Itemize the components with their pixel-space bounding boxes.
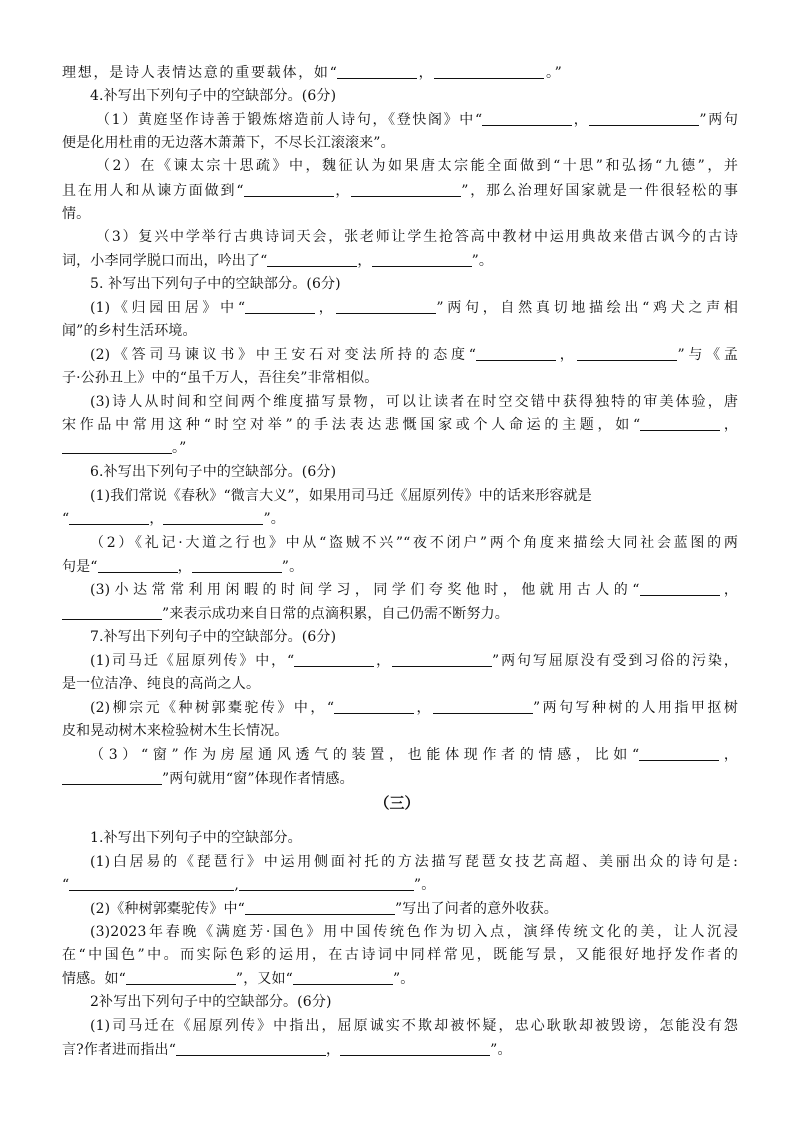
answer-blank[interactable] <box>336 298 436 314</box>
answer-blank[interactable] <box>372 251 472 267</box>
answer-blank[interactable] <box>392 651 492 667</box>
text-line: “ ， ”。 <box>62 511 285 527</box>
answer-blank[interactable] <box>640 580 720 596</box>
answer-blank[interactable] <box>69 509 149 525</box>
answer-blank[interactable] <box>98 557 178 573</box>
text-line: 闻”的乡村生活环境。 <box>62 323 197 339</box>
text-line: 。” <box>62 437 738 460</box>
text-line: (3)2023年春晚《满庭芳·国色》用中国传统色作为切入点，演绎传统文化的美，让人沉浸 <box>90 924 738 940</box>
answer-blank[interactable] <box>334 698 414 714</box>
answer-blank[interactable] <box>351 181 461 197</box>
answer-blank[interactable] <box>476 345 556 361</box>
answer-blank[interactable] <box>293 969 393 985</box>
text-line: 言?作者进而指出“ ， ”。 <box>62 1042 512 1058</box>
answer-blank[interactable] <box>577 345 677 361</box>
answer-blank[interactable] <box>62 769 162 785</box>
answer-blank[interactable] <box>245 298 315 314</box>
answer-blank[interactable] <box>245 899 395 915</box>
answer-blank[interactable] <box>482 110 572 126</box>
text-line: (1)《归园田居》中“ ， ”两句，自然真切地描绘出“鸡犬之声相 <box>90 300 738 316</box>
answer-blank[interactable] <box>294 651 374 667</box>
text-line: 便是化用杜甫的无边落木萧萧下，不尽长江滚滚来”。 <box>62 135 395 151</box>
text-line: （2）《礼记·大道之行也》中从“盗贼不兴”“夜不闭户”两个角度来描绘大同社会蓝图的两 <box>90 535 738 551</box>
text-line: 且在用人和从谏方面做到“ ， ”，那么治理好国家就是一件很轻松的事 <box>62 183 738 199</box>
answer-blank[interactable] <box>62 438 172 454</box>
text-line: (1)我们常说《春秋》“微言大义”，如果用司马迁《屈原列传》中的话来形容就是 <box>90 488 592 504</box>
answer-blank[interactable] <box>639 745 719 761</box>
text-line: 情。 <box>62 206 91 222</box>
question-title: 1.补写出下列句子中的空缺部分。 <box>90 830 302 846</box>
answer-blank[interactable] <box>244 181 334 197</box>
text-line: “ , ”。 <box>62 877 436 893</box>
answer-blank[interactable] <box>239 875 414 891</box>
text-line: (3)诗人从时间和空间两个维度描写景物，可以让读者在时空交错中获得独特的审美体验，唐 <box>90 394 738 410</box>
answer-blank[interactable] <box>192 557 282 573</box>
text-line: (1)白居易的《琵琶行》中运用侧面衬托的方法描写琵琶女技艺高超、美丽出众的诗句是: <box>90 854 738 870</box>
text-line: （3）复兴中学举行古典诗词天会，张老师让学生抢答高中教材中运用典故来借古讽今的古诗 <box>96 229 738 245</box>
text-line: (1)司马迁《屈原列传》中，“ ， ”两句写屈原没有受到习俗的污染， <box>90 653 738 669</box>
text-line: 皮和晃动树木来检验树木生长情况。 <box>62 723 289 739</box>
answer-blank[interactable] <box>176 1040 326 1056</box>
answer-blank[interactable] <box>337 63 417 79</box>
question-title: 4.补写出下列句子中的空缺部分。(6分) <box>90 88 337 104</box>
question-title: 6.补写出下列句子中的空缺部分。(6分) <box>90 464 337 480</box>
text-line: 在“中国色”中。而实际色彩的运用，在古诗词中同样常见，既能写景，又能很好地抒发作者的 <box>62 947 738 963</box>
text-line: 情感。如“ ”，又如“ ”。 <box>62 971 415 987</box>
text-line: （2）在《谏太宗十思疏》中，魏征认为如果唐太宗能全面做到“十思”和弘扬“九德”，并 <box>96 158 738 174</box>
text-line: 句是“ ， ”。 <box>62 559 304 575</box>
answer-blank[interactable] <box>434 63 544 79</box>
answer-blank[interactable] <box>62 604 162 620</box>
text-line: 宋作品中常用这种“时空对举”的手法表达悲慨国家或个人命运的主题，如“ ， <box>62 417 738 433</box>
answer-blank[interactable] <box>640 415 720 431</box>
answer-blank[interactable] <box>340 1040 490 1056</box>
text-line: 词，小李同学脱口而出，吟出了“ ， ”。 <box>62 253 494 269</box>
text-line: 是一位洁净、纯良的高尚之人。 <box>62 676 261 692</box>
question-title: 7.补写出下列句子中的空缺部分。(6分) <box>90 629 337 645</box>
text-line: （1）黄庭坚作诗善于锻炼熔造前人诗句，《登快阁》中“ ， ”两句 <box>96 112 738 128</box>
text-line: (1)司马迁在《屈原列传》中指出，屈原诚实不欺却被怀疑，忠心耿耿却被毁谤，怎能没有怨 <box>90 1018 738 1034</box>
text-line: 子·公孙丑上》中的“虽千万人，吾往矣”非常相似。 <box>62 370 379 386</box>
text-line: (3)小达常常利用闲暇的时间学习，同学们夸奖他时，他就用古人的“ ， <box>90 582 738 598</box>
text-line: (2)柳宗元《种树郭橐驼传》中，“ ， ”两句写种树的人用指甲抠树 <box>90 700 738 716</box>
answer-blank[interactable] <box>163 509 263 525</box>
text-line: (2)《答司马谏议书》中王安石对变法所持的态度“ ， ”与《孟 <box>90 347 738 363</box>
answer-blank[interactable] <box>589 110 699 126</box>
answer-blank[interactable] <box>267 251 357 267</box>
section-heading: （三） <box>374 794 420 812</box>
text-line: ”两句就用“窗”体现作者情感。 <box>62 768 738 791</box>
answer-blank[interactable] <box>126 969 236 985</box>
answer-blank[interactable] <box>433 698 533 714</box>
answer-blank[interactable] <box>69 875 234 891</box>
text-line: ”来表示成功来自日常的点滴积累，自己仍需不断努力。 <box>62 603 738 626</box>
text-line: 理想，是诗人表情达意的重要载体，如“ ， 。” <box>62 65 562 81</box>
question-title: 2补写出下列句子中的空缺部分。(6分) <box>90 994 332 1010</box>
text-line: （3）“窗”作为房屋通风透气的装置，也能体现作者的情感，比如“ ， <box>90 747 738 763</box>
question-title: 5. 补写出下列句子中的空缺部分。(6分) <box>90 276 341 292</box>
text-line: (2)《种树郭橐驼传》中“ ”写出了问者的意外收获。 <box>90 901 558 917</box>
